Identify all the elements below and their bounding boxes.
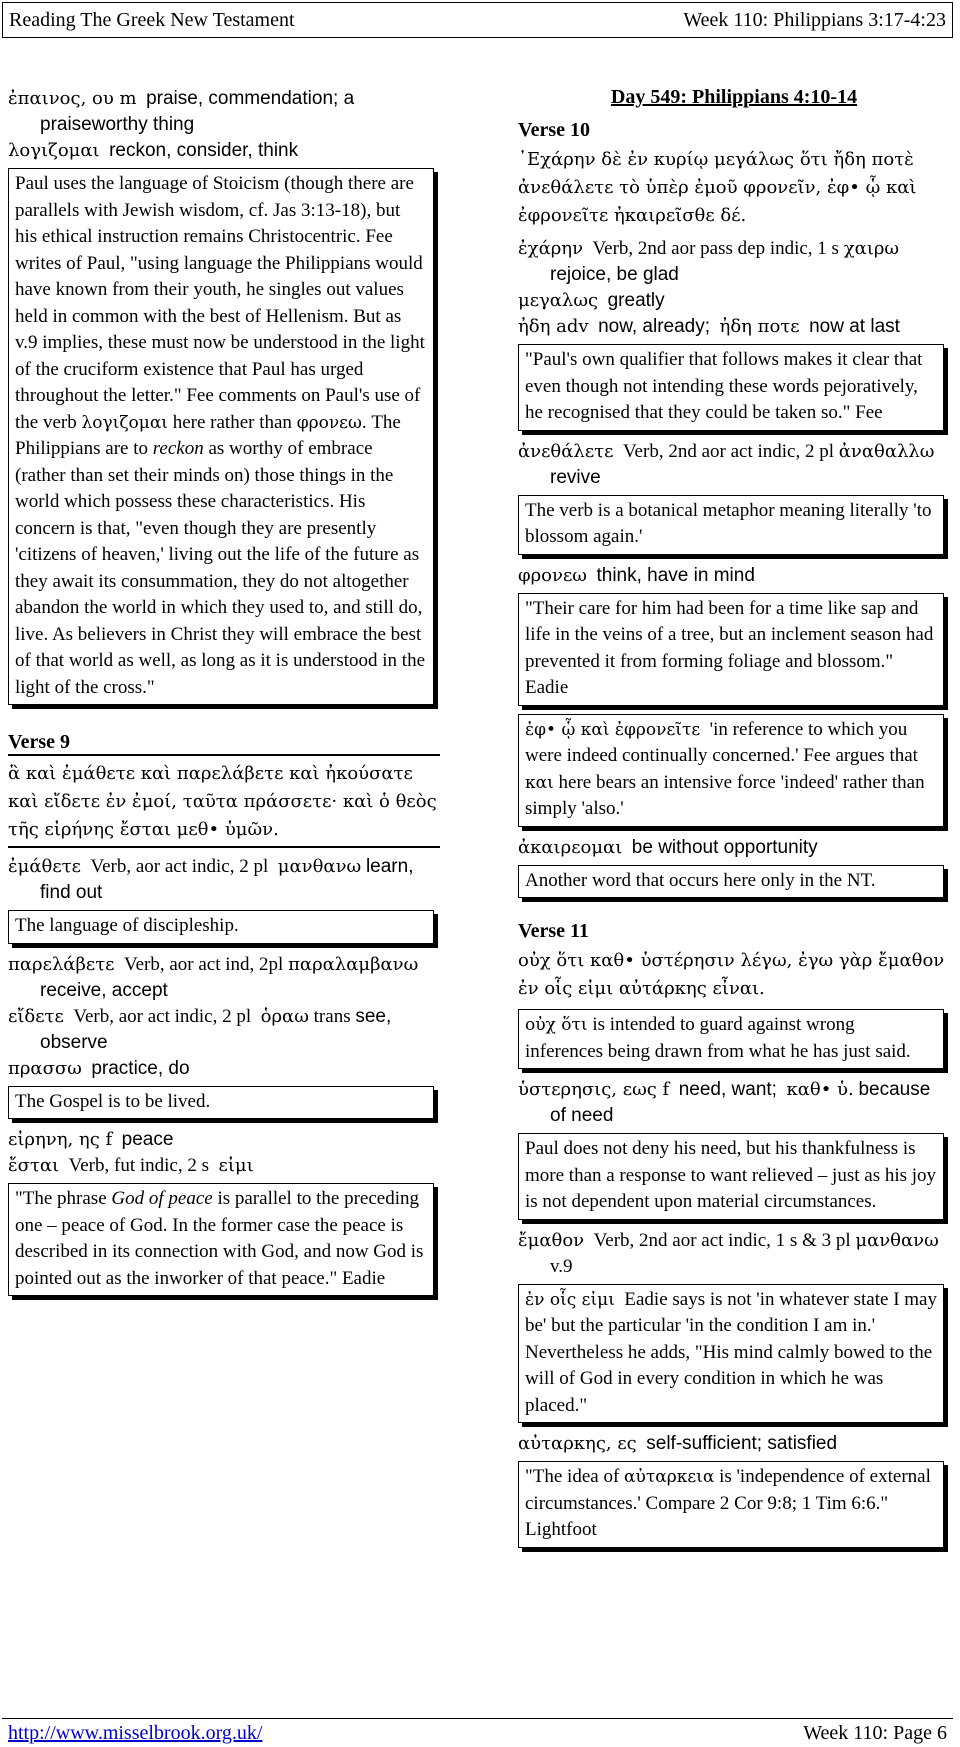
note-text: is 'independence of external circumstances.' Compare 2 Cor 9:8; 1 Tim 6:6." Lightfoot <box>525 1466 931 1540</box>
vocab-gloss: peace <box>121 1129 174 1150</box>
note-text: is intended to guard against wrong inferences being drawn from what he has just said. <box>525 1014 911 1062</box>
commentary-box <box>8 168 434 705</box>
commentary-box <box>8 1183 434 1296</box>
vocab-greek: ἠδη adv <box>518 316 589 337</box>
verse-greek-text: ἃ καὶ ἐμάθετε καὶ παρελάβετε καὶ ἠκούσατε καὶ εἴδετε ἐν ἐμοί, ταῦτα πράσσετε· καὶ ὁ θεὸς τῆς εἰρήνης ἔσται μεθ• ὑμῶν. <box>8 760 440 848</box>
vocab-greek: εἰρηνη, ης f <box>8 1129 113 1150</box>
vocab-entry <box>8 86 440 138</box>
vocab-entry <box>8 1056 440 1082</box>
vocab-parse: Verb, 2nd aor act indic, 2 pl <box>622 440 834 462</box>
verse-heading: Verse 10 <box>518 119 591 141</box>
vocab-lemma: μανθανω <box>855 1229 939 1251</box>
vocab-gloss: practice, do <box>91 1057 190 1079</box>
vocab-entry <box>518 835 950 861</box>
note-greek: ἐν οἷς εἰμι <box>525 1289 615 1310</box>
vocab-entry <box>518 563 950 589</box>
vocab-gloss: see, observe <box>40 1005 392 1053</box>
vocab-greek: καθ• ὑ. <box>786 1079 854 1100</box>
vocab-greek: παρελάβετε <box>8 953 115 975</box>
vocab-greek: ὑστερησις, εως f <box>518 1079 670 1100</box>
commentary-box: "Paul's own qualifier that follows makes it clear that even though not intending these words pejoratively, he recognised that they could be taken so." Fee <box>518 344 944 431</box>
header-week: Week 110: Philippians 3:17-4:23 <box>683 8 946 31</box>
vocab-entry <box>518 288 950 314</box>
vocab-greek: λογιζομαι <box>8 140 100 161</box>
commentary-box: Another word that occurs here only in the NT. <box>518 865 944 899</box>
vocab-parse: Verb, fut indic, 2 s <box>68 1155 209 1176</box>
vocab-gloss: now, already; <box>598 316 711 337</box>
note-text: as worthy of embrace (rather than set their minds on) those things in the world which possess these characteristics. His concern is that, "even though they are presently 'citizens of heaven,' living out the life of the future as they await its consummation, they do not altogether abandon the world in which they used to, and still do, live. As believers in Christ they will embrace the best of that world as well, as long as it is understood in the light of the cross." <box>15 438 426 698</box>
vocab-entry <box>518 236 950 288</box>
vocab-entry <box>8 854 440 906</box>
note-greek: οὐχ ὅτι <box>525 1015 588 1035</box>
note-greek: λογιζομαι <box>81 412 168 433</box>
vocab-parse: Verb, aor act indic, 2 pl <box>73 1005 252 1027</box>
vocab-parse: Verb, aor act indic, 2 pl <box>90 856 269 877</box>
commentary-box: The language of discipleship. <box>8 910 434 944</box>
verse-heading: Verse 11 <box>518 920 589 942</box>
commentary-box <box>518 1284 944 1424</box>
vocab-lemma: ἀναθαλλω <box>838 440 935 462</box>
vocab-parse: Verb, 2nd aor pass dep indic, 1 s <box>592 238 839 259</box>
commentary-box: The verb is a botanical metaphor meaning literally 'to blossom again.' <box>518 495 944 555</box>
note-greek: φρονεω <box>296 412 362 433</box>
right-column <box>518 86 950 1556</box>
header-title: Reading The Greek New Testament <box>9 8 295 31</box>
vocab-greek: ἀνεθάλετε <box>518 440 614 462</box>
note-greek: αὐταρκεια <box>624 1467 715 1487</box>
vocab-entry <box>518 314 950 340</box>
vocab-lemma: μανθανω <box>277 856 362 877</box>
verse-greek-text: οὐχ ὅτι καθ• ὑστέρησιν λέγω, ἐγω γὰρ ἔμαθον ἐν οἷς εἰμι αὐτάρκης εἶναι. <box>518 950 945 999</box>
vocab-entry <box>8 952 440 1004</box>
vocab-gloss: need, want; <box>678 1079 777 1100</box>
page-footer <box>2 1718 953 1745</box>
day-title: Day 549: Philippians 4:10-14 <box>610 86 858 108</box>
commentary-box <box>518 714 944 827</box>
vocab-lemma: χαιρω <box>843 238 900 259</box>
vocab-gloss: rejoice, be glad <box>550 264 679 285</box>
note-text: here rather than <box>172 411 292 433</box>
commentary-box <box>518 1009 944 1069</box>
note-text: is parallel to the preceding one – peace of God. In the former case the peace is described in its connection with God, and now God is pointed out as the inworker of that peace." Eadie <box>15 1188 424 1289</box>
vocab-greek: ἐπαινος, ου m <box>8 88 137 109</box>
vocab-gloss: self-sufficient; satisfied <box>646 1433 838 1454</box>
vocab-greek: πρασσω <box>8 1057 82 1079</box>
note-emphasis: reckon <box>152 438 204 459</box>
vocab-greek: ἐχάρην <box>518 238 584 259</box>
left-column <box>8 86 440 1304</box>
page-header <box>2 2 953 38</box>
vocab-entry <box>518 1228 950 1280</box>
vocab-gloss: because of need <box>550 1079 931 1126</box>
vocab-gloss: be without opportunity <box>631 836 818 858</box>
vocab-gloss: praise, commendation; a praiseworthy thing <box>40 88 355 135</box>
site-link[interactable]: http://www.misselbrook.org.uk/ <box>8 1722 263 1744</box>
vocab-entry <box>518 439 950 491</box>
vocab-greek: ἐμάθετε <box>8 856 81 877</box>
note-text: "The phrase <box>15 1188 107 1209</box>
vocab-entry <box>8 138 440 164</box>
vocab-greek: ἔμαθον <box>518 1229 585 1251</box>
verse-greek-text: ᾿Εχάρην δὲ ἐν κυρίῳ μεγάλως ὅτι ἤδη ποτὲ ἀνεθάλετε τὸ ὑπὲρ ἐμοῦ φρονεῖν, ἐφ• ᾧ καὶ ἐφρονεῖτε ἠκαιρεῖσθε δέ. <box>518 149 917 226</box>
vocab-gloss: think, have in mind <box>596 564 755 586</box>
commentary-box: The Gospel is to be lived. <box>8 1086 434 1120</box>
vocab-lemma: εἰμι <box>218 1155 254 1176</box>
note-text: here bears an intensive force 'indeed' rather than simply 'also.' <box>525 771 925 819</box>
vocab-lemma: ὁραω <box>260 1005 309 1027</box>
vocab-ref: v.9 <box>550 1255 573 1277</box>
vocab-greek: μεγαλως <box>518 290 599 311</box>
vocab-entry <box>518 1431 950 1457</box>
vocab-parse: trans <box>313 1005 351 1027</box>
vocab-greek: ἔσται <box>8 1155 60 1176</box>
vocab-gloss: now at last <box>809 316 900 337</box>
vocab-gloss: reckon, consider, think <box>109 140 299 161</box>
vocab-gloss: receive, accept <box>40 979 168 1001</box>
vocab-parse: Verb, 2nd aor act indic, 1 s & 3 pl <box>593 1229 851 1251</box>
vocab-greek: ἠδη ποτε <box>719 316 800 337</box>
vocab-lemma: παραλαμβανω <box>288 953 419 975</box>
note-text: Paul uses the language of Stoicism (though there are parallels with Jewish wisdom, cf. Jas 3:13-18), but his ethical instruction remains Christocentric. Fee writes of Paul, "using language the Philippians would have known from their youth, he singles out values held in common with the best of Hellenism. But as v.9 implies, these must now be understood in the light of the cruciform existence that Paul has urged throughout the letter." Fee comments on Paul's use of the verb <box>15 173 425 433</box>
vocab-parse: Verb, aor act ind, 2pl <box>123 953 284 975</box>
vocab-greek: αὐταρκης, ες <box>518 1433 637 1454</box>
commentary-box <box>518 1461 944 1548</box>
note-emphasis: God of peace <box>111 1188 213 1209</box>
vocab-greek: εἴδετε <box>8 1005 64 1027</box>
note-text: . The Philippians are to <box>15 411 401 459</box>
vocab-gloss: greatly <box>607 290 665 311</box>
vocab-entry <box>518 1077 950 1129</box>
commentary-box: Paul does not deny his need, but his thankfulness is more than a response to want relieved – just as his joy is not dependent upon material circumstances. <box>518 1133 944 1220</box>
page-number: Week 110: Page 6 <box>803 1722 947 1744</box>
vocab-entry <box>8 1153 440 1179</box>
vocab-greek: φρονεω <box>518 564 587 586</box>
vocab-entry <box>8 1127 440 1153</box>
vocab-gloss: revive <box>550 466 601 488</box>
note-text: 'in reference to which you were indeed continually concerned.' Fee argues that <box>525 718 918 766</box>
commentary-box: "Their care for him had been for a time like sap and life in the veins of a tree, but an inclement season had prevented it from forming foliage and blossom." Eadie <box>518 593 944 706</box>
vocab-entry <box>8 1004 440 1056</box>
note-text: "The idea of <box>525 1466 620 1487</box>
verse-heading: Verse 9 <box>8 731 440 756</box>
note-text: Eadie says is not 'in whatever state I may be' but the particular 'in the condition I am in.' Nevertheless he adds, "His mind calmly bowed to the will of God in every condition in which he was placed." <box>525 1288 937 1416</box>
vocab-greek: ἀκαιρεομαι <box>518 836 623 858</box>
note-greek: ἐφ• ᾧ καὶ ἐφρονεῖτε <box>525 719 701 740</box>
vocab-gloss: learn, find out <box>40 856 414 903</box>
note-greek: και <box>525 772 554 793</box>
